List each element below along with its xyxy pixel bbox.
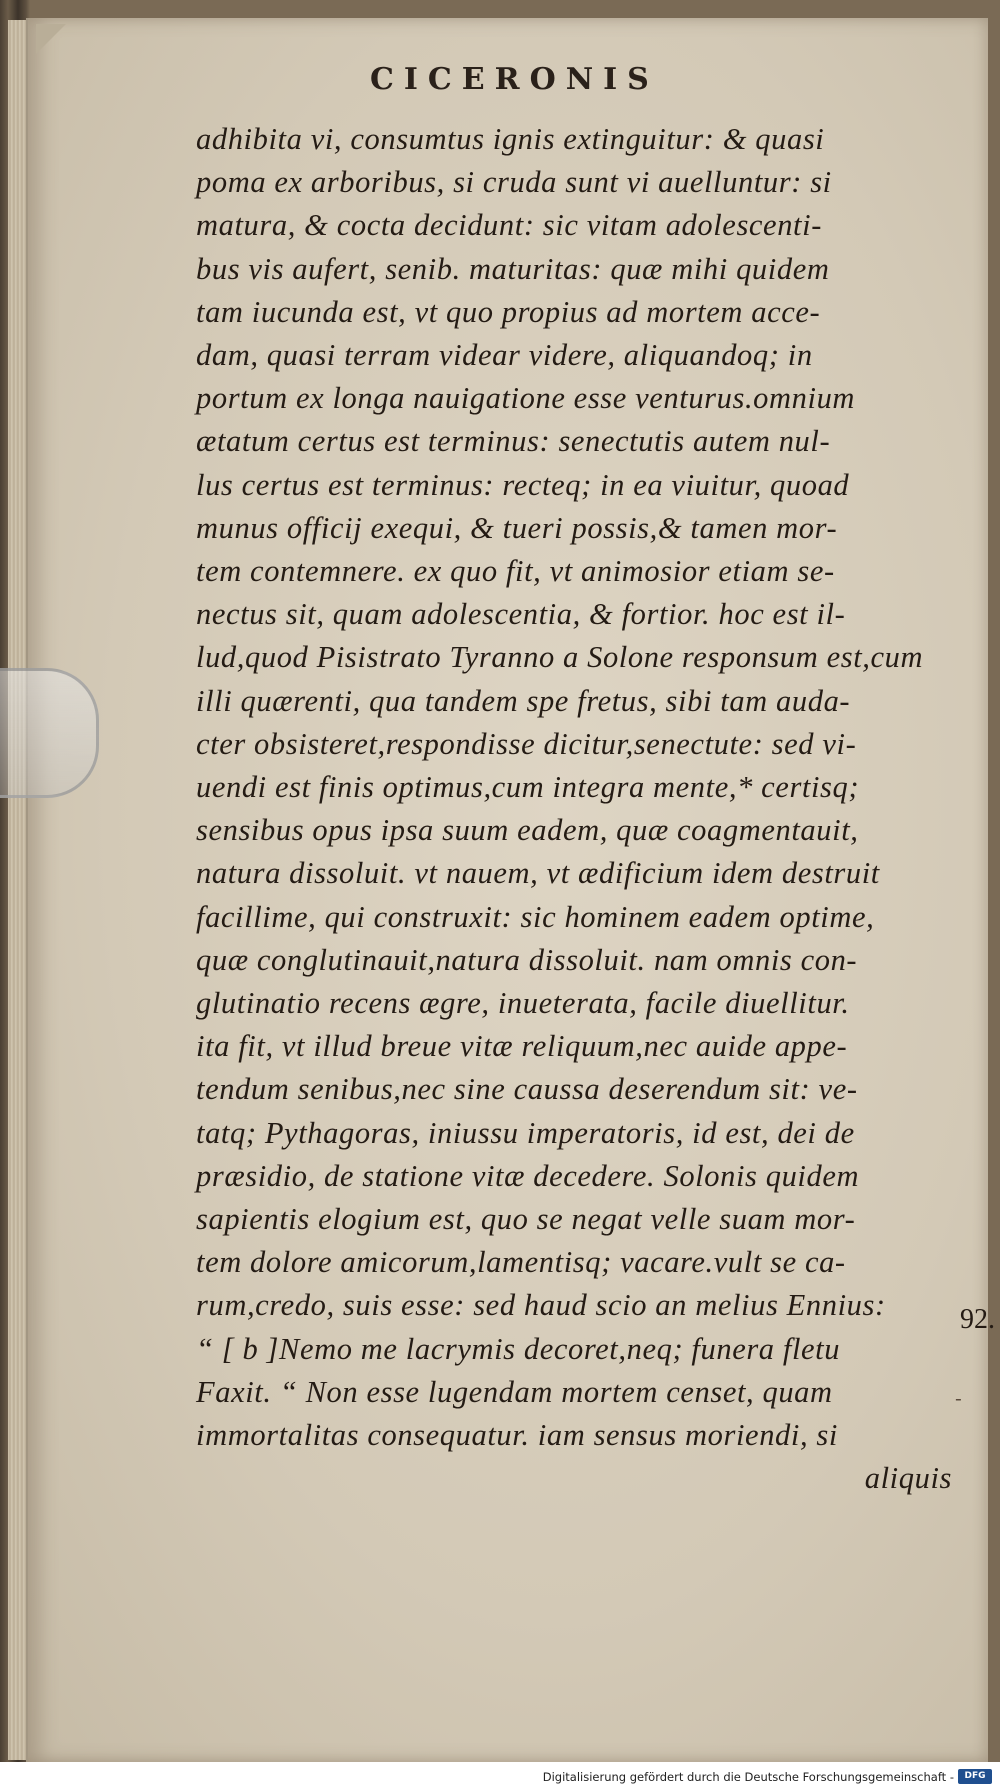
margin-line-number: 92. — [960, 1304, 995, 1335]
text-line: præsidio, de statione vitæ decedere. Solonis quidem — [196, 1158, 860, 1193]
text-line: tendum senibus,nec sine caussa deserendum sit: ve- — [196, 1072, 858, 1107]
text-line: bus vis aufert, senib. maturitas: quæ mihi quidem — [196, 251, 830, 286]
text-line: facillime, qui construxit: sic hominem eadem optime, — [196, 899, 875, 934]
text-line: dam, quasi terram videar videre, aliquandoq; in — [196, 338, 813, 373]
text-line: lud,quod Pisistrato Tyranno a Solone responsum est,cum — [196, 640, 924, 675]
text-line: ætatum certus est terminus: senectutis autem nul- — [196, 424, 831, 459]
text-line: tem contemnere. ex quo fit, vt animosior etiam se- — [196, 554, 835, 589]
text-line: quæ conglutinauit,natura dissoluit. nam omnis con- — [196, 942, 858, 977]
text-line: nectus sit, quam adolescentia, & fortior. hoc est il- — [196, 597, 846, 632]
text-line: immortalitas consequatur. iam sensus moriendi, si — [196, 1418, 838, 1453]
text-line: tatq; Pythagoras, iniussu imperatoris, id est, dei de — [196, 1115, 855, 1150]
text-line: ita fit, vt illud breue vitæ reliquum,nec auide appe- — [196, 1029, 848, 1064]
margin-mark: - — [955, 1386, 962, 1410]
text-line: “ [ b ]Nemo me lacrymis decoret,neq; funera fletu — [196, 1331, 841, 1366]
footer-bar — [0, 1762, 1000, 1792]
text-line: glutinatio recens ægre, inueterata, facile diuellitur. — [196, 986, 850, 1021]
running-header: CICERONIS — [370, 62, 659, 97]
text-line: matura, & cocta decidunt: sic vitam adolescenti- — [196, 208, 822, 243]
text-line: tam iucunda est, vt quo propius ad mortem acce- — [196, 294, 821, 329]
text-line: Faxit. “ Non esse lugendam mortem censet, quam — [196, 1374, 833, 1409]
text-line: illi quærenti, qua tandem spe fretus, sibi tam auda- — [196, 683, 851, 718]
text-line: munus officij exequi, & tueri possis,& tamen mor- — [196, 510, 838, 545]
page-text-block — [196, 118, 952, 1501]
text-line: adhibita vi, consumtus ignis extinguitur: & quasi — [196, 122, 825, 156]
text-line: poma ex arboribus, si cruda sunt vi auelluntur: si — [196, 165, 832, 200]
text-line: rum,credo, suis esse: sed haud scio an melius Ennius: — [196, 1288, 886, 1323]
text-line: natura dissoluit. vt nauem, vt ædificium idem destruit — [196, 856, 880, 891]
text-line: uendi est finis optimus,cum integra mente,* certisq; — [196, 770, 860, 805]
text-line: sensibus opus ipsa suum eadem, quæ coagmentauit, — [196, 813, 859, 848]
text-line: sapientis elogium est, quo se negat velle suam mor- — [196, 1202, 856, 1237]
catchword: aliquis — [864, 1461, 952, 1496]
text-line: lus certus est terminus: recteq; in ea viuitur, quoad — [196, 467, 850, 502]
text-line: portum ex longa nauigatione esse venturus.omnium — [196, 381, 856, 416]
book-clip — [0, 668, 99, 798]
text-line: tem dolore amicorum,lamentisq; vacare.vult se ca- — [196, 1245, 846, 1280]
funding-notice: Digitalisierung gefördert durch die Deutsche Forschungsgemeinschaft - — [542, 1770, 954, 1784]
page-corner-fold — [36, 24, 66, 54]
dfg-logo: DFG — [958, 1769, 992, 1784]
text-line: cter obsisteret,respondisse dicitur,senectute: sed vi- — [196, 726, 857, 761]
